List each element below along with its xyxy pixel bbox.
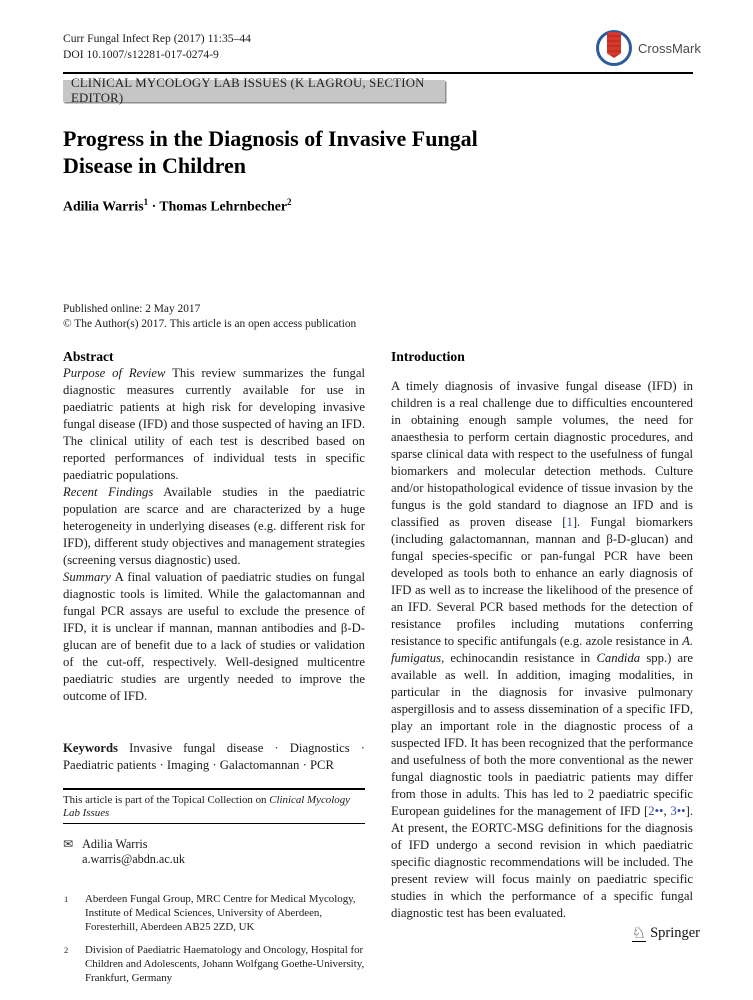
crossmark-label: CrossMark — [638, 40, 701, 56]
keywords-line: Keywords Invasive fungal disease · Diagnostics · Paediatric patients · Imaging · Galactomannan · PCR — [63, 741, 365, 772]
affiliations — [63, 892, 365, 985]
topical-collection-note: This article is part of the Topical Collection on Clinical Mycology Lab Issues — [63, 788, 365, 824]
introduction-paragraph: A timely diagnosis of invasive fungal disease (IFD) in children is a real challenge due to difficulties encountered in obtaining enough sample volumes, the need for anaesthesia to perform certain diagnostic procedures, and sparse clinical data with respect to the usefulness of fungal biomarkers and molecular detection methods. Culture and/or histopathological evidence of tissue invasion by the fungus is the gold standard to diagnose an IFD and is classified as proven disease [1]. Fungal biomarkers (including galactomannan, mannan and β-D-glucan) and fungal species-specific or pan-fungal PCR have been developed as tools both to enhance an early diagnosis of IFD as well as to increase the likelihood of the presence of an IFD. Several PCR based methods for the detection of resistance profiles including mutations conferring resistance to specific antifungals (e.g. azole resistance in A. fumigatus, echinocandin resistance in Candida spp.) are available as well. In addition, imaging modalities, in particular in the diagnosis for invasive pulmonary aspergillosis and to assess dissemination of a specific IFD, play an important role in the diagnostic process of a suspected IFD. It has been recognized that the performance and usefulness of both the more conventional as the newer fungal diagnostic tools in paediatric patients may differ from those in adults. This has led to 2 paediatric specific European guidelines for the management of IFD [2••, 3••]. At present, the EORTC-MSG definitions for the diagnosis of IFD undergo a second revision in which paediatric specific diagnostic recommendations will be included. The present review will focus mainly on paediatric specific studies in which the performance of a specific fungal diagnostic test has been evaluated. — [391, 379, 693, 920]
header-divider — [63, 72, 693, 74]
article-title — [63, 125, 478, 179]
crossmark-badge[interactable] — [596, 26, 701, 70]
correspondence-details — [82, 837, 185, 867]
affiliation-1-text: Aberdeen Fungal Group, MRC Centre for Medical Mycology, Institute of Medical Sciences, University of Aberdeen, Foresterhill, Aberdeen AB25 2ZD, UK — [85, 893, 356, 933]
affiliation-1 — [63, 892, 365, 934]
springer-logo — [632, 925, 700, 942]
introduction-heading: Introduction — [391, 349, 465, 364]
right-column — [391, 349, 693, 994]
crossmark-icon — [596, 30, 632, 66]
abstract-heading: Abstract — [63, 349, 114, 364]
affiliation-2-text: Division of Paediatric Haematology and Oncology, Hospital for Children and Adolescents, Johann Wolfgang Goethe-University, Frankfurt, Germany — [85, 944, 365, 984]
affiliation-2 — [63, 943, 365, 985]
envelope-icon: ✉ — [63, 837, 74, 851]
reference-link[interactable]: 3•• — [670, 804, 686, 818]
left-column — [63, 349, 365, 994]
springer-label: Springer — [650, 925, 700, 941]
reference-link[interactable]: 2•• — [648, 804, 664, 818]
article-title-line-1: Progress in the Diagnosis of Invasive Fungal — [63, 126, 478, 151]
doi: DOI 10.1007/s12281-017-0274-9 — [63, 47, 219, 61]
corresponding-author: Adilia Warris — [82, 837, 148, 851]
abstract-purpose: Purpose of Review This review summarizes the fungal diagnostic measures currently available for use in paediatric patients at high risk for developing invasive fungal disease (IFD) and those suspected of having an IFD. The clinical utility of each test is described based on reported performances of individual tests in specific paediatric populations. — [63, 366, 366, 482]
abstract-recent-findings: Recent Findings Available studies in the paediatric population are scarce and are characterized by a huge heterogeneity in underlying diseases (e.g. different risk for IFD), different study objectives and management strategies (screening versus diagnostic) used. — [63, 485, 365, 567]
crossmark-flag-icon — [607, 32, 621, 58]
affiliation-2-number: 2 — [64, 945, 69, 955]
article-title-line-2: Disease in Children — [63, 153, 246, 178]
abstract-summary: Summary A final valuation of paediatric studies on fungal diagnostic tools is limited. While the galactomannan and fungal PCR assays are useful to exclude the presence of IFD, it is unclear if mannan, mannan antibodies and β-D-glucan are of benefit due to a lack of studies or validation of the cut-off, respectively. Well-designed multicentre paediatric studies are urgently needed to improve the outcome of IFD. — [63, 570, 365, 703]
two-column-body — [63, 349, 693, 994]
correspondence-email[interactable]: a.warris@abdn.ac.uk — [82, 852, 185, 866]
reference-link[interactable]: 1 — [566, 515, 573, 529]
journal-citation: Curr Fungal Infect Rep (2017) 11:35–44 — [63, 32, 251, 45]
published-online: Published online: 2 May 2017 — [63, 303, 201, 315]
copyright-line: © The Author(s) 2017. This article is an open access publication — [63, 317, 357, 330]
springer-horse-icon: ♘ — [631, 923, 647, 942]
publication-info — [63, 302, 356, 331]
affiliation-1-number: 1 — [64, 894, 69, 904]
author-line: Adilia Warris$^1$ · Thomas Lehrnbecher$^2$ — [63, 197, 292, 214]
section-banner: CLINICAL MYCOLOGY LAB ISSUES (K LAGROU, SECTION EDITOR) — [63, 80, 445, 102]
correspondence-block — [63, 837, 365, 867]
journal-header — [63, 31, 251, 62]
